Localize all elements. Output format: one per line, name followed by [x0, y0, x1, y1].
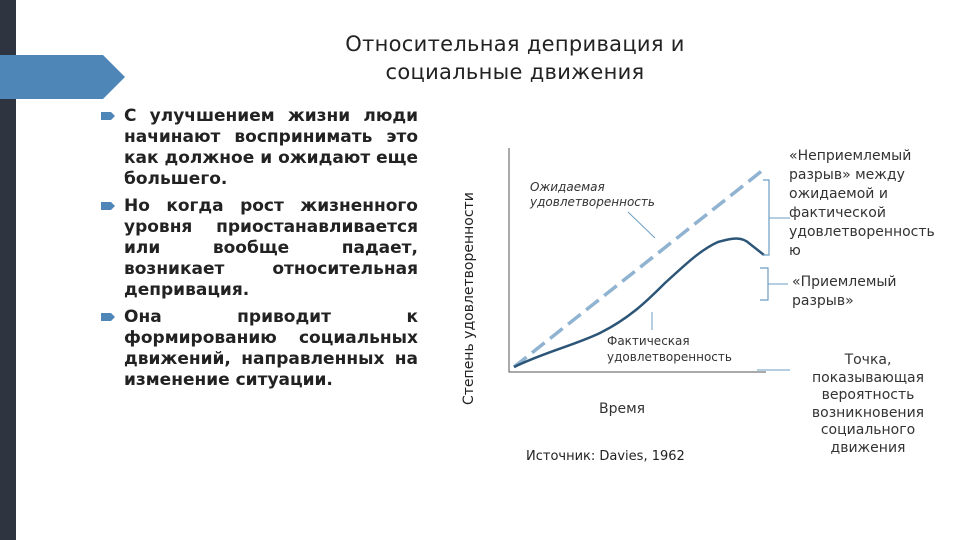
bullet-text: С улучшением жизни люди начинают воспринимать это как должное и ожидают еще большего.	[124, 106, 418, 189]
note-line: Точка,	[844, 352, 892, 368]
note-line: разрыв» между	[789, 167, 905, 183]
acceptable-gap-note	[792, 273, 897, 311]
actual-label-line: Фактическая	[607, 334, 690, 348]
note-line: вероятность	[821, 387, 915, 403]
note-line: «Неприемлемый	[789, 148, 912, 164]
bullet-text: Но когда рост жизненного уровня приостанавливается или вообще падает, возникает относительная депривация.	[124, 196, 418, 300]
note-line: ожидаемой и	[789, 186, 888, 202]
expected-satisfaction-label	[530, 180, 655, 210]
x-axis-label: Время	[599, 401, 646, 417]
bullet-text: Она приводит к формированию социальных движений, направленных на изменение ситуации.	[124, 307, 418, 390]
title-line-2: социальные движения	[385, 60, 645, 84]
unacceptable-gap-note	[789, 147, 935, 261]
note-line: социального	[820, 422, 916, 438]
note-line: разрыв»	[792, 293, 854, 309]
expected-leader-line	[628, 212, 655, 238]
note-line: «Приемлемый	[792, 274, 897, 290]
point-of-social-movement-note	[799, 352, 937, 457]
actual-label-line: удовлетворенность	[607, 350, 732, 364]
note-line: удовлетворенность	[789, 224, 935, 240]
acceptable-gap-brace	[760, 268, 768, 300]
note-line: ю	[789, 243, 801, 259]
title-line-1: Относительная депривация и	[345, 32, 685, 56]
y-axis-label: Степень удовлетворенности	[461, 192, 477, 405]
actual-satisfaction-label	[607, 333, 732, 365]
note-line: показывающая	[811, 369, 925, 386]
unacceptable-gap-brace	[763, 180, 769, 255]
note-line: фактической	[789, 205, 886, 221]
source-citation: Источник: Davies, 1962	[526, 449, 685, 464]
note-line: движения	[830, 439, 906, 456]
expected-label-line: удовлетворенность	[530, 195, 655, 209]
note-line: возникновения	[811, 404, 925, 421]
expected-label-line: Ожидаемая	[530, 180, 605, 194]
